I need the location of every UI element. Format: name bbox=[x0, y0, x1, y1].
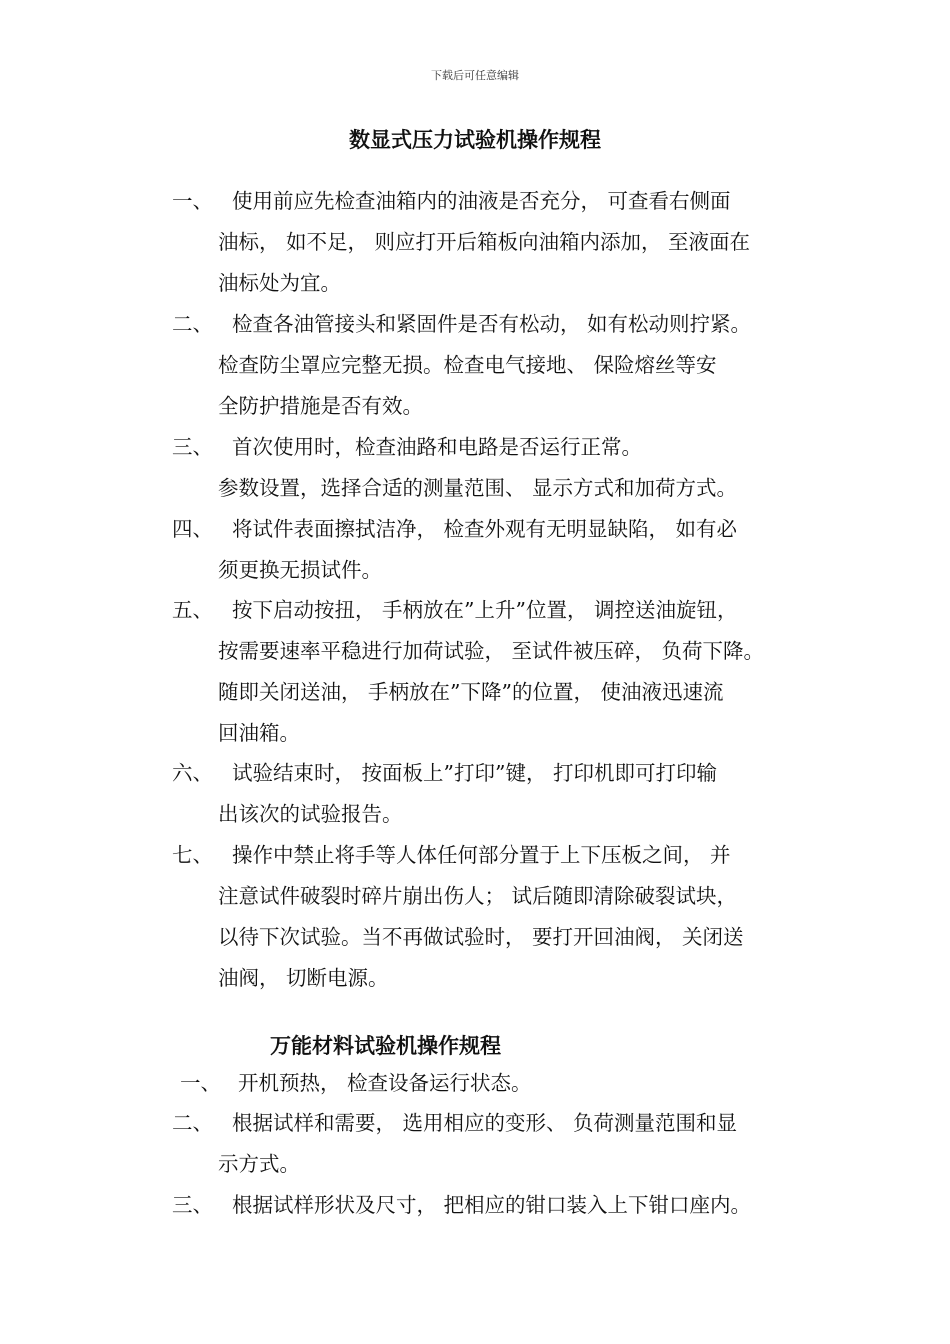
item-number: 三、 bbox=[172, 1193, 213, 1217]
item-text: 按下启动按扭， 手柄放在”上升”位置， 调控送油旋钮， bbox=[232, 598, 738, 622]
item-number: 二、 bbox=[172, 312, 213, 336]
item-text: 油标处为宜。 bbox=[218, 271, 341, 295]
item-text: 参数设置，选择合适的测量范围、 显示方式和加荷方式。 bbox=[218, 476, 738, 500]
item-number: 一、 bbox=[172, 189, 213, 213]
item-number: 七、 bbox=[172, 843, 213, 867]
item-text: 油标， 如不足， 则应打开后箱板向油箱内添加， 至液面在 bbox=[218, 230, 751, 254]
item-text: 出该次的试验报告。 bbox=[218, 802, 403, 826]
item-text: 注意试件破裂时碎片崩出伤人； 试后随即清除破裂试块， bbox=[218, 884, 738, 908]
item-text: 试验结束时， 按面板上”打印”键， 打印机即可打印输 bbox=[232, 761, 717, 785]
item-text: 示方式。 bbox=[218, 1152, 300, 1176]
item-text: 根据试样形状及尺寸， 把相应的钳口装入上下钳口座内。 bbox=[232, 1193, 752, 1217]
item-text: 油阀， 切断电源。 bbox=[218, 966, 389, 990]
header-note: 下载后可任意编辑 bbox=[431, 69, 519, 82]
item-number: 二、 bbox=[172, 1111, 213, 1135]
section1-title: 数显式压力试验机操作规程 bbox=[349, 127, 601, 152]
item-text: 操作中禁止将手等人体任何部分置于上下压板之间， 并 bbox=[232, 843, 731, 867]
item-text: 检查各油管接头和紧固件是否有松动， 如有松动则拧紧。 bbox=[232, 312, 752, 336]
item-number: 三、 bbox=[172, 435, 213, 459]
item-number: 一、 bbox=[180, 1071, 221, 1095]
item-text: 须更换无损试件。 bbox=[218, 558, 382, 582]
item-text: 开机预热， 检查设备运行状态。 bbox=[238, 1071, 532, 1095]
item-text: 全防护措施是否有效。 bbox=[218, 394, 423, 418]
item-text: 回油箱。 bbox=[218, 721, 300, 745]
item-text: 按需要速率平稳进行加荷试验， 至试件被压碎， 负荷下降。 bbox=[218, 639, 765, 663]
item-text: 以待下次试验。当不再做试验时， 要打开回油阀， 关闭送 bbox=[218, 925, 744, 949]
item-text: 使用前应先检查油箱内的油液是否充分， 可查看右侧面 bbox=[232, 189, 731, 213]
item-text: 检查防尘罩应完整无损。检查电气接地、 保险熔丝等安 bbox=[218, 353, 717, 377]
item-number: 五、 bbox=[172, 598, 213, 622]
item-text: 根据试样和需要， 选用相应的变形、 负荷测量范围和显 bbox=[232, 1111, 738, 1135]
item-number: 四、 bbox=[172, 517, 213, 541]
item-number: 六、 bbox=[172, 761, 213, 785]
item-text: 随即关闭送油， 手柄放在”下降”的位置， 使油液迅速流 bbox=[218, 680, 724, 704]
item-text: 将试件表面擦拭洁净， 检查外观有无明显缺陷， 如有必 bbox=[232, 517, 738, 541]
item-text: 首次使用时，检查油路和电路是否运行正常。 bbox=[232, 435, 642, 459]
section2-title: 万能材料试验机操作规程 bbox=[270, 1033, 501, 1058]
